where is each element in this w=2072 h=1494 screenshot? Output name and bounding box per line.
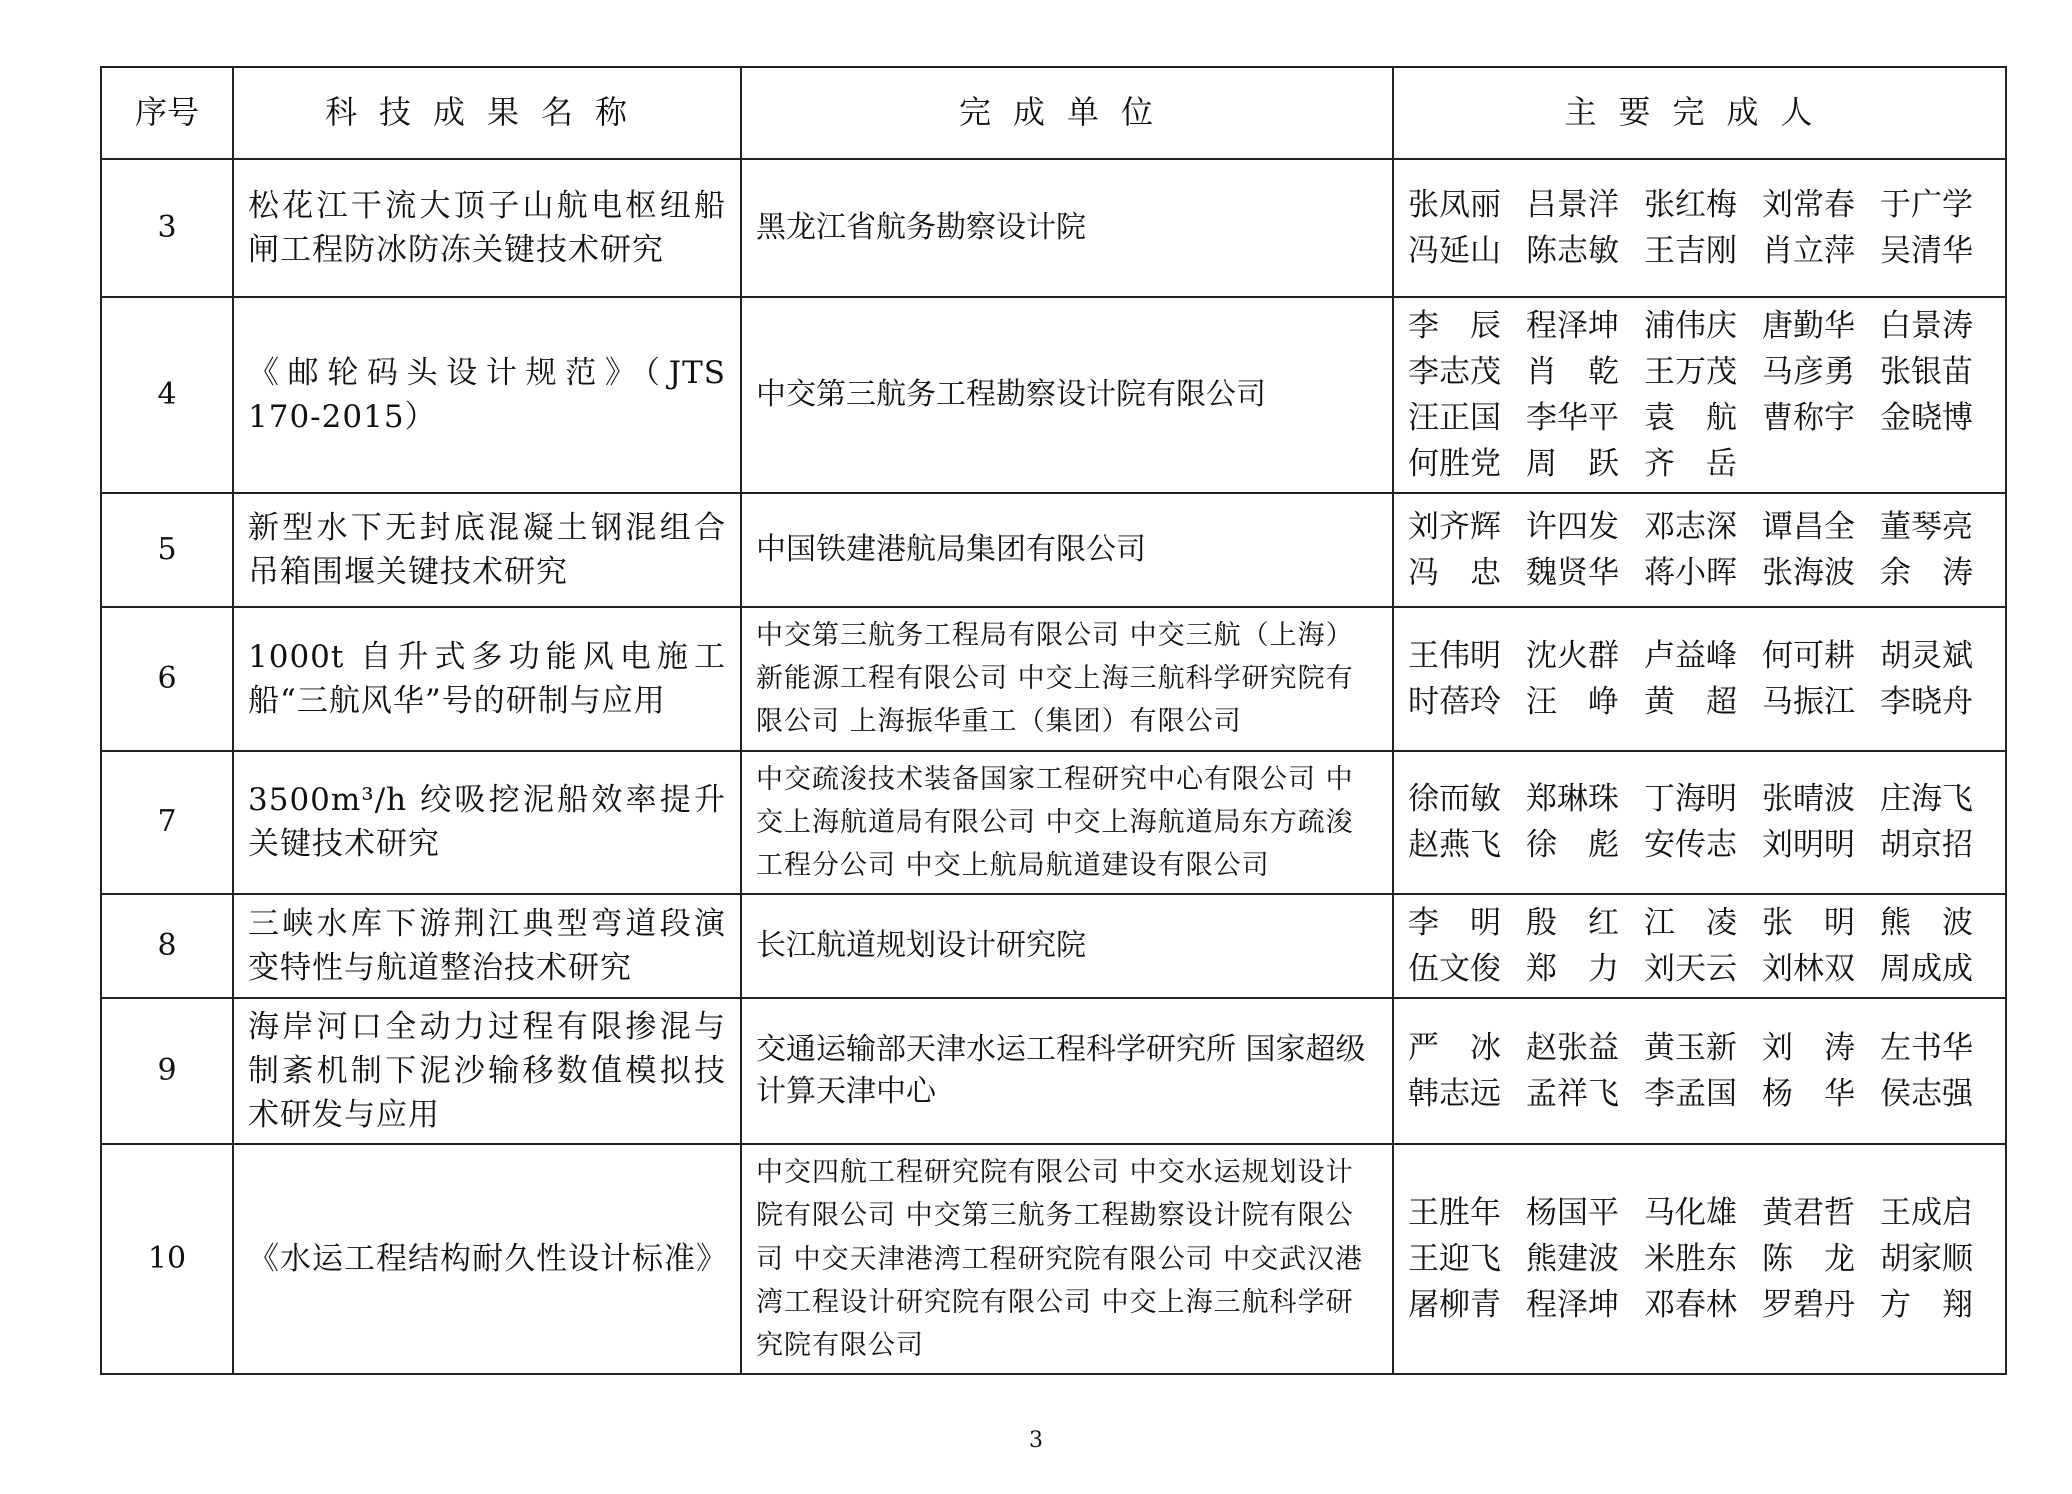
serial-number-cell: 4 [101,297,233,493]
contributor-name: 徐 彪 [1526,827,1619,864]
contributor-name: 江 凌 [1644,905,1737,942]
contributor-name: 邓春林 [1644,1287,1737,1324]
completing-unit-cell: 交通运输部天津水运工程科学研究所 国家超级计算天津中心 [741,998,1393,1144]
table-row [101,159,2006,297]
serial-number-cell: 10 [101,1144,233,1374]
contributors-cell [1393,894,2006,998]
serial-number-cell: 8 [101,894,233,998]
contributor-name: 罗碧丹 [1762,1287,1855,1324]
contributor-name: 刘林双 [1762,951,1855,988]
table-header-row [101,67,2006,159]
contributors-cell [1393,751,2006,895]
contributor-name: 李晓舟 [1880,683,1973,720]
contributor-name: 丁海明 [1644,781,1737,818]
contributor-name: 董琴亮 [1880,509,1973,546]
contributor-name: 杨 华 [1762,1076,1855,1113]
contributor-name: 刘明明 [1762,827,1855,864]
achievement-name-cell: 三峡水库下游荆江典型弯道段演变特性与航道整治技术研究 [233,894,741,998]
contributor-name: 王胜年 [1408,1195,1501,1232]
contributor-name: 李 辰 [1408,308,1501,344]
contributor-name: 陈 龙 [1762,1241,1855,1278]
contributor-name: 赵张益 [1526,1030,1619,1067]
contributor-name: 熊建波 [1526,1241,1619,1278]
serial-number-cell: 5 [101,493,233,607]
contributor-name: 郑 力 [1526,951,1619,988]
table-row [101,297,2006,493]
completing-unit-cell: 中交四航工程研究院有限公司 中交水运规划设计院有限公司 中交第三航务工程勘察设计院有限公司 中交天津港湾工程研究院有限公司 中交武汉港湾工程设计研究院有限公司 中交上海三航科学研究院有限公司 [741,1144,1393,1374]
contributor-name: 沈火群 [1526,637,1619,674]
contributor-name: 李华平 [1526,400,1619,437]
awards-table [100,66,2007,1375]
contributor-name: 王伟明 [1408,637,1501,674]
contributor-name: 肖 乾 [1526,354,1619,391]
contributor-name: 何胜党 [1408,446,1501,483]
contributor-name: 魏贤华 [1526,555,1619,592]
contributor-name: 赵燕飞 [1408,827,1501,864]
contributor-name: 韩志远 [1408,1076,1501,1113]
contributor-name: 谭昌全 [1762,509,1855,546]
contributor-name: 张晴波 [1762,781,1855,818]
header-completing-unit: 完成单位 [741,67,1393,159]
table-row [101,751,2006,895]
contributor-name: 刘 涛 [1762,1030,1855,1067]
contributor-name: 马振江 [1762,683,1855,720]
contributor-name: 白景涛 [1880,308,1973,344]
contributor-name: 刘齐辉 [1408,509,1501,546]
contributor-name: 郑琳珠 [1526,781,1619,818]
table-row [101,998,2006,1144]
contributor-name: 肖立萍 [1762,233,1855,269]
contributor-name: 方 翔 [1880,1287,1973,1324]
completing-unit-cell: 黑龙江省航务勘察设计院 [741,159,1393,297]
table-row [101,493,2006,607]
contributor-name: 冯延山 [1408,233,1501,269]
contributors-list [1408,1026,1991,1116]
contributor-name: 刘天云 [1644,951,1737,988]
contributor-name: 王迎飞 [1408,1241,1501,1278]
table-row [101,894,2006,998]
contributor-name: 屠柳青 [1408,1287,1501,1324]
achievement-name-cell: 《邮轮码头设计规范》（JTS 170-2015） [233,297,741,493]
contributors-cell [1393,159,2006,297]
contributor-name: 孟祥飞 [1526,1076,1619,1113]
contributor-name: 于广学 [1880,186,1973,223]
contributor-name: 熊 波 [1880,905,1973,942]
contributor-name: 汪正国 [1408,400,1501,437]
contributor-name: 时蓓玲 [1408,683,1501,720]
achievement-name-cell: 海岸河口全动力过程有限掺混与制紊机制下泥沙输移数值模拟技术研发与应用 [233,998,741,1144]
contributor-name: 严 冰 [1408,1030,1501,1067]
contributor-name: 张凤丽 [1408,186,1501,223]
serial-number-cell: 3 [101,159,233,297]
contributor-name: 马彦勇 [1762,354,1855,391]
contributors-list [1408,1191,1991,1327]
achievement-name-cell: 3500m³/h 绞吸挖泥船效率提升关键技术研究 [233,751,741,895]
contributor-name: 张红梅 [1644,186,1737,223]
contributor-name: 庄海飞 [1880,781,1973,818]
contributor-name: 胡灵斌 [1880,637,1973,674]
contributor-name: 蒋小晖 [1644,555,1737,592]
contributor-name: 袁 航 [1644,400,1737,437]
contributor-name: 陈志敏 [1526,233,1619,269]
contributor-name: 曹称宇 [1762,400,1855,437]
contributor-name: 徐而敏 [1408,781,1501,818]
contributor-name: 张海波 [1762,555,1855,592]
achievement-name-cell: 《水运工程结构耐久性设计标准》 [233,1144,741,1374]
contributor-name: 左书华 [1880,1030,1973,1067]
contributor-name: 冯 忠 [1408,555,1501,592]
achievement-name-cell: 松花江干流大顶子山航电枢纽船闸工程防冰防冻关键技术研究 [233,159,741,297]
contributor-name: 齐 岳 [1644,446,1737,483]
contributor-name: 伍文俊 [1408,951,1501,988]
contributor-name: 周 跃 [1526,446,1619,483]
header-serial-number: 序号 [101,67,233,159]
contributor-name: 浦伟庆 [1644,308,1737,344]
header-main-contributors: 主要完成人 [1393,67,2006,159]
contributors-cell [1393,297,2006,493]
contributors-cell [1393,1144,2006,1374]
table-row [101,607,2006,751]
contributor-name: 何可耕 [1762,637,1855,674]
contributor-name: 汪 峥 [1526,683,1619,720]
contributor-name: 程泽坤 [1526,1287,1619,1324]
header-achievement-name: 科技成果名称 [233,67,741,159]
serial-number-cell: 9 [101,998,233,1144]
completing-unit-cell: 中交第三航务工程勘察设计院有限公司 [741,297,1393,493]
contributor-name: 胡京招 [1880,827,1973,864]
contributor-name: 金晓博 [1880,400,1973,437]
contributor-name: 侯志强 [1880,1076,1973,1113]
contributor-name: 王成启 [1880,1195,1973,1232]
contributor-name: 马化雄 [1644,1195,1737,1232]
contributors-list [1408,183,1991,273]
serial-number-cell: 7 [101,751,233,895]
contributor-name: 杨国平 [1526,1195,1619,1232]
completing-unit-cell: 中交疏浚技术装备国家工程研究中心有限公司 中交上海航道局有限公司 中交上海航道局东方疏浚工程分公司 中交上航局航道建设有限公司 [741,751,1393,895]
contributor-name: 张银苗 [1880,354,1973,391]
contributor-name: 黄君哲 [1762,1195,1855,1232]
contributors-list [1408,304,1991,486]
completing-unit-cell: 长江航道规划设计研究院 [741,894,1393,998]
contributor-name: 卢益峰 [1644,637,1737,674]
contributors-cell [1393,998,2006,1144]
contributor-name: 周成成 [1880,951,1973,988]
page-number: 3 [1029,1428,1043,1453]
completing-unit-cell: 中交第三航务工程局有限公司 中交三航（上海）新能源工程有限公司 中交上海三航科学研究院有限公司 上海振华重工（集团）有限公司 [741,607,1393,751]
table-body [101,159,2006,1374]
contributor-name: 吴清华 [1880,233,1973,269]
contributors-list [1408,634,1991,724]
contributor-name: 李 明 [1408,905,1501,942]
contributor-name: 李志茂 [1408,354,1501,391]
contributor-name: 吕景洋 [1526,186,1619,223]
contributors-cell [1393,607,2006,751]
contributor-name: 程泽坤 [1526,308,1619,344]
serial-number-cell: 6 [101,607,233,751]
contributors-list [1408,901,1991,991]
contributors-cell [1393,493,2006,607]
contributor-name: 安传志 [1644,827,1737,864]
table-row [101,1144,2006,1374]
achievement-name-cell: 新型水下无封底混凝土钢混组合吊箱围堰关键技术研究 [233,493,741,607]
contributor-name: 张 明 [1762,905,1855,942]
contributor-name: 唐勤华 [1762,308,1855,344]
contributor-name: 刘常春 [1762,186,1855,223]
document-page [100,66,2005,1375]
contributor-name: 殷 红 [1526,905,1619,942]
contributor-name: 黄 超 [1644,683,1737,720]
contributor-name: 黄玉新 [1644,1030,1737,1067]
contributor-name: 王吉刚 [1644,233,1737,269]
completing-unit-cell: 中国铁建港航局集团有限公司 [741,493,1393,607]
contributor-name: 胡家顺 [1880,1241,1973,1278]
contributor-name: 李孟国 [1644,1076,1737,1113]
contributors-list [1408,505,1991,595]
contributor-name: 余 涛 [1880,555,1973,592]
contributor-name: 许四发 [1526,509,1619,546]
contributor-name: 米胜东 [1644,1241,1737,1278]
achievement-name-cell: 1000t 自升式多功能风电施工船“三航风华”号的研制与应用 [233,607,741,751]
contributor-name: 邓志深 [1644,509,1737,546]
contributors-list [1408,777,1991,867]
contributor-name: 王万茂 [1644,354,1737,391]
